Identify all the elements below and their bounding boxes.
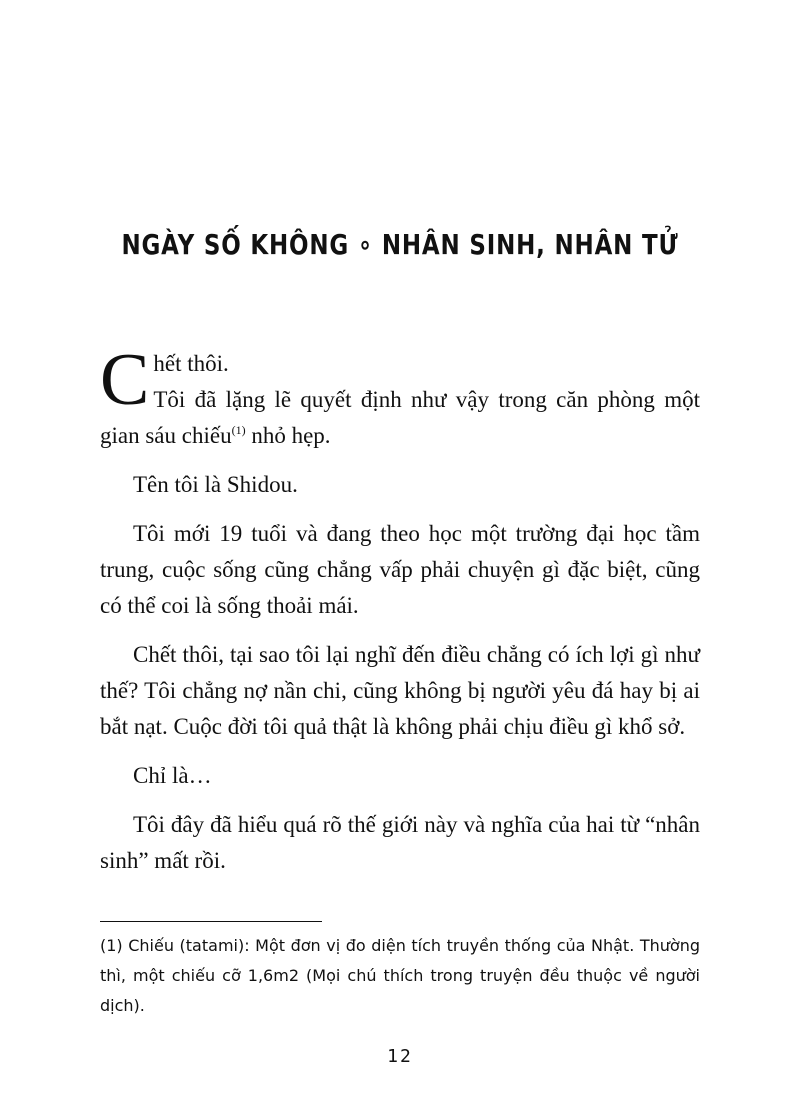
footnote-marker: (1) — [231, 423, 246, 437]
paragraph-1-line-2: Tôi đã lặng lẽ quyết định như vậy trong căn phòng một gian sáu chiếu — [100, 387, 700, 448]
paragraph-1-line-2-end: nhỏ hẹp. — [245, 423, 331, 448]
paragraph-1 — [100, 339, 700, 454]
footnote: (1) Chiếu (tatami): Một đơn vị đo diện tích truyền thống của Nhật. Thường thì, một chiếu cỡ 1,6m2 (Mọi chú thích trong truyện đều thuộc về người dịch). — [100, 936, 700, 1015]
footnote-divider — [100, 921, 322, 922]
chapter-title: NGÀY SỐ KHÔNG ∘ NHÂN SINH, NHÂN TỬ — [121, 228, 679, 261]
paragraph-5: Chỉ là… — [133, 763, 212, 788]
paragraph-3: Tôi mới 19 tuổi và đang theo học một trường đại học tầm trung, cuộc sống cũng chẳng vấp phải chuyện gì đặc biệt, cũng có thể coi là sống thoải mái. — [100, 521, 700, 618]
drop-cap: C — [100, 339, 150, 421]
body-text — [100, 339, 700, 892]
paragraph-4: Chết thôi, tại sao tôi lại nghĩ đến điều chẳng có ích lợi gì như thế? Tôi chẳng nợ nần chi, cũng không bị người yêu đá hay bị ai bắt nạt. Cuộc đời tôi quả thật là không phải chịu điều gì khổ sở. — [100, 642, 700, 739]
paragraph-1-text: hết thôi. — [153, 351, 229, 376]
page-number: 12 — [387, 1046, 413, 1067]
paragraph-6: Tôi đây đã hiểu quá rõ thế giới này và nghĩa của hai từ “nhân sinh” mất rồi. — [100, 812, 700, 873]
paragraph-2: Tên tôi là Shidou. — [133, 472, 298, 497]
